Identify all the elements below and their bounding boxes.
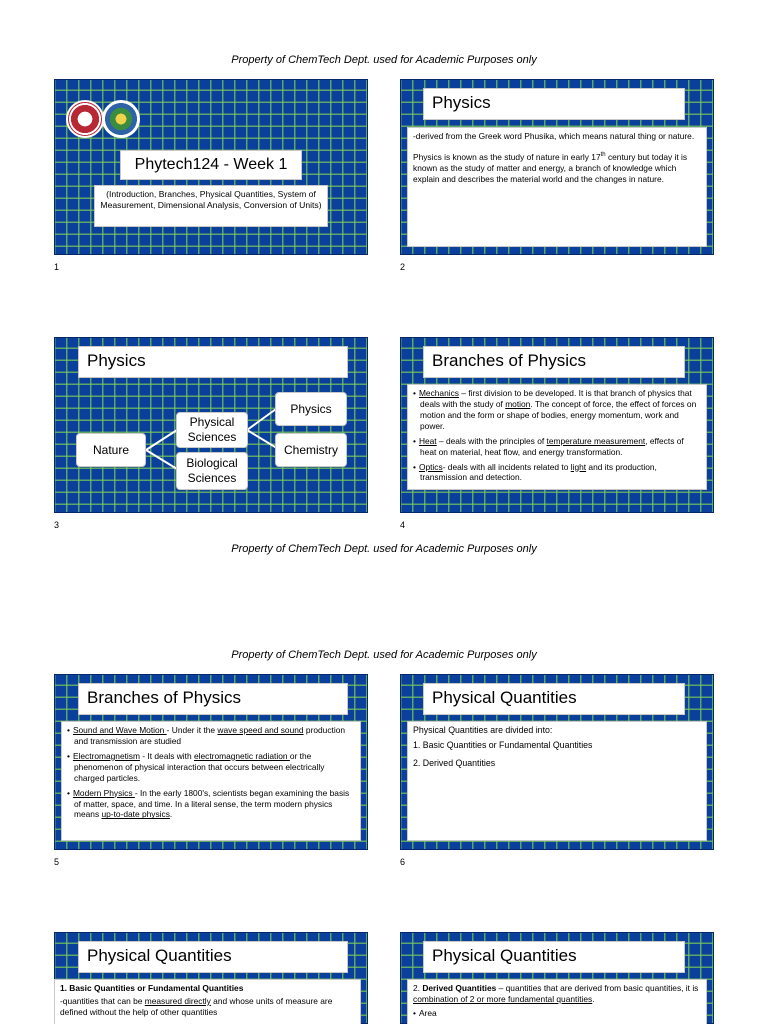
branch-modern-physics: • Modern Physics - In the early 1800's, scientists began examining the basis of matter, space, and time. In a literal sense, the term modern physics means up-to-date physics. — [67, 788, 355, 821]
slide-title: Physics — [423, 88, 685, 120]
description-text: Physics is known as the study of nature in early 17th century but today it is known as the study of matter and energy, a branch of knowledge which explain and describes the material world and the changes in nature. — [413, 151, 688, 184]
node-chemistry: Chemistry — [275, 433, 347, 467]
content-text: 2. Derived Quantities – quantities that are derived from basic quantities, it is combination of 2 or more fundamental quantities. — [413, 983, 699, 1004]
definition-text: -derived from the Greek word Phusika, which means natural thing or nature. — [413, 131, 695, 141]
slide-title: Physical Quantities — [78, 941, 348, 973]
node-biological-sciences: Biological Sciences — [176, 452, 248, 490]
slide-number: 5 — [54, 857, 60, 867]
slide-number: 2 — [400, 262, 406, 272]
node-physics: Physics — [275, 392, 347, 426]
slide-content — [54, 979, 361, 1024]
node-physical-sciences: Physical Sciences — [176, 412, 248, 448]
page-header: Property of ChemTech Dept. used for Academic Purposes only — [231, 54, 537, 66]
slide-number: 6 — [400, 857, 406, 867]
slide-content — [407, 721, 707, 841]
slide-title: Physical Quantities — [423, 941, 685, 973]
list-item: 1. Basic Quantities or Fundamental Quantities — [413, 740, 593, 751]
slide-title: Physics — [78, 346, 348, 378]
slide-title: Physical Quantities — [423, 683, 685, 715]
university-seal-icon — [66, 100, 104, 138]
department-seal-icon — [102, 100, 140, 138]
slide-title: Phytech124 - Week 1 — [120, 150, 302, 180]
slide-1 — [54, 79, 368, 255]
page-header: Property of ChemTech Dept. used for Academic Purposes only — [231, 649, 537, 661]
slide-3 — [54, 337, 368, 513]
branch-optics: • Optics- deals with all incidents related to light and its production, transmission and detection. — [413, 462, 701, 484]
slide-5 — [54, 674, 368, 850]
branch-mechanics: • Mechanics – first division to be developed. It is that branch of physics that deals with the study of motion. The concept of force, the effect of forces on motion and the form or shape of bodies, energy momentum, work and power. — [413, 388, 701, 432]
intro-text: Physical Quantities are divided into: — [413, 725, 553, 735]
slide-number: 1 — [54, 262, 60, 272]
slide-number: 3 — [54, 520, 60, 530]
slide-7 — [54, 932, 368, 1024]
page-footer: Property of ChemTech Dept. used for Academic Purposes only — [231, 543, 537, 555]
slide-content — [61, 721, 361, 841]
slide-content — [407, 127, 707, 247]
branch-heat: • Heat – deals with the principles of temperature measurement, effects of heat on material, heat flow, and energy transformation. — [413, 436, 701, 458]
slide-6 — [400, 674, 714, 850]
slide-number: 4 — [400, 520, 406, 530]
content-heading: 1. Basic Quantities or Fundamental Quantities — [60, 983, 244, 993]
slide-content — [407, 979, 707, 1024]
list-item: • Area — [413, 1008, 701, 1019]
branch-sound-wave: • Sound and Wave Motion - Under it the wave speed and sound production and transmission are studied — [67, 725, 355, 747]
slide-8 — [400, 932, 714, 1024]
branch-electromagnetism: • Electromagnetism - It deals with electromagnetic radiation or the phenomenon of physical interaction that occurs between electrically charged particles. — [67, 751, 355, 784]
slide-2 — [400, 79, 714, 255]
slide-subtitle: (Introduction, Branches, Physical Quantities, System of Measurement, Dimensional Analysis, Conversion of Units) — [94, 185, 328, 227]
slide-title: Branches of Physics — [423, 346, 685, 378]
slide-title: Branches of Physics — [78, 683, 348, 715]
node-nature: Nature — [76, 433, 146, 467]
content-text: -quantities that can be measured directly and whose units of measure are defined without the help of other quantities — [60, 995, 333, 1017]
slide-content — [407, 384, 707, 490]
slide-4 — [400, 337, 714, 513]
list-item: 2. Derived Quantities — [413, 757, 496, 768]
